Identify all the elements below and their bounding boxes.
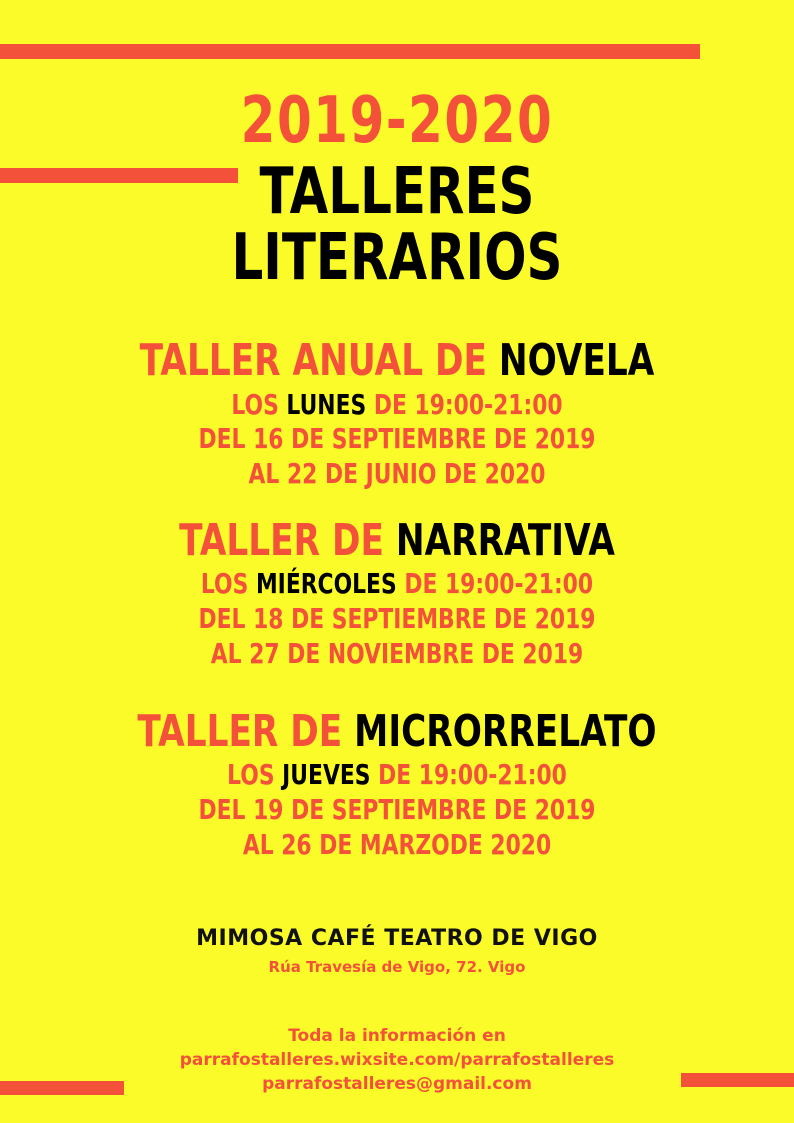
time-range: DE 19:00-21:00	[373, 388, 563, 421]
workshop-schedule	[87, 388, 706, 422]
title-line-2: LITERARIOS	[231, 221, 563, 295]
workshop-date-to: AL 27 DE NOVIEMBRE DE 2019	[210, 637, 584, 670]
day-prefix: LOS	[231, 388, 279, 421]
workshop-schedule	[87, 567, 706, 601]
workshop-date-from: DEL 19 DE SEPTIEMBRE DE 2019	[198, 793, 596, 826]
time-range: DE 19:00-21:00	[404, 567, 594, 600]
day-prefix: LOS	[227, 758, 275, 791]
venue-name: MIMOSA CAFÉ TEATRO DE VIGO	[196, 926, 598, 951]
workshop-date-to: AL 22 DE JUNIO DE 2020	[248, 457, 546, 490]
website-link[interactable]: parrafostalleres.wixsite.com/parrafostalleres	[179, 1050, 615, 1070]
workshop-date-from: DEL 18 DE SEPTIEMBRE DE 2019	[198, 602, 596, 635]
workshop-heading-narrativa	[87, 516, 706, 566]
workshop-heading-name: NOVELA	[498, 335, 655, 386]
workshop-heading-microrrelato	[87, 707, 706, 757]
workshop-schedule	[87, 758, 706, 792]
decorative-bar-top	[0, 44, 700, 59]
title-line-1: TALLERES	[259, 155, 535, 229]
year-heading: 2019-2020	[240, 84, 554, 158]
workshop-heading-name: MICRORRELATO	[354, 706, 657, 757]
venue-address: Rúa Travesía de Vigo, 72. Vigo	[268, 958, 526, 976]
workshop-date-to: AL 26 DE MARZODE 2020	[242, 828, 552, 861]
workshop-heading-prefix: TALLER DE	[179, 515, 384, 566]
workshop-heading-novela	[87, 336, 706, 386]
time-range: DE 19:00-21:00	[378, 758, 567, 791]
day-name: LUNES	[286, 388, 367, 421]
workshop-heading-name: NARRATIVA	[395, 515, 615, 566]
workshop-heading-prefix: TALLER DE	[137, 706, 343, 757]
day-prefix: LOS	[200, 567, 249, 600]
day-name: JUEVES	[282, 758, 371, 791]
info-label: Toda la información en	[288, 1026, 506, 1046]
workshop-date-from: DEL 16 DE SEPTIEMBRE DE 2019	[198, 422, 596, 455]
email-link[interactable]: parrafostalleres@gmail.com	[262, 1074, 532, 1094]
day-name: MIÉRCOLES	[255, 567, 397, 600]
workshop-heading-prefix: TALLER ANUAL DE	[139, 335, 487, 386]
